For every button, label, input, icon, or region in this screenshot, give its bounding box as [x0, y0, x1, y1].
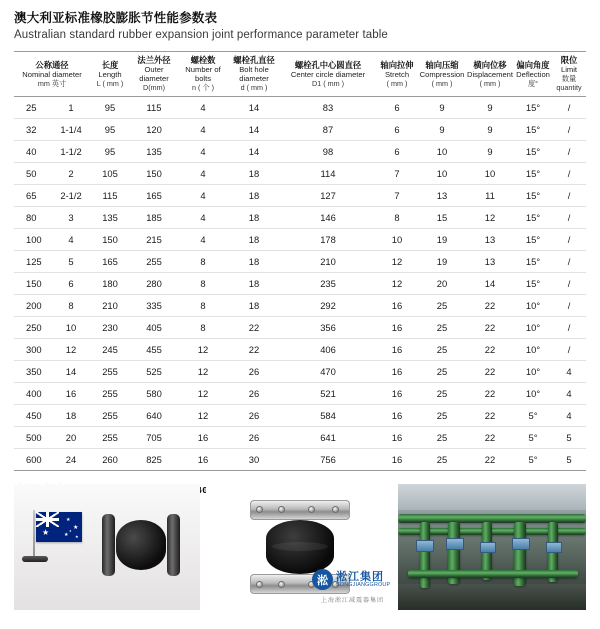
table-cell: 15°	[514, 119, 552, 141]
table-cell: 640	[130, 405, 178, 427]
table-cell: 4	[552, 405, 586, 427]
table-cell: /	[552, 317, 586, 339]
table-cell: 255	[90, 427, 130, 449]
col-header-compression: 轴向压缩 Compression ( mm )	[418, 52, 466, 97]
table-cell: 120	[130, 119, 178, 141]
table-cell: 9	[466, 141, 514, 163]
table-cell: 146	[280, 207, 376, 229]
table-cell: 115	[90, 185, 130, 207]
table-cell: 825	[130, 449, 178, 471]
table-cell: 9	[466, 119, 514, 141]
table-cell: 25	[418, 339, 466, 361]
table-cell: 150	[90, 229, 130, 251]
table-header-row	[14, 52, 586, 97]
table-cell: 50	[14, 163, 52, 185]
table-row	[14, 383, 586, 405]
table-cell: 356	[280, 317, 376, 339]
logo-mark: 淞	[312, 569, 333, 590]
table-cell: 12	[178, 339, 228, 361]
table-cell: 5°	[514, 449, 552, 471]
table-cell: 705	[130, 427, 178, 449]
table-row	[14, 185, 586, 207]
table-cell: 8	[52, 295, 90, 317]
table-cell: 10°	[514, 339, 552, 361]
table-cell: 95	[90, 119, 130, 141]
table-row	[14, 339, 586, 361]
table-cell: 127	[280, 185, 376, 207]
table-cell: 450	[14, 405, 52, 427]
table-cell: 25	[418, 427, 466, 449]
photo-strip	[14, 484, 586, 610]
table-cell: 12	[376, 273, 418, 295]
table-cell: 15°	[514, 185, 552, 207]
table-cell: /	[552, 163, 586, 185]
table-cell: 335	[130, 295, 178, 317]
logo-name-en: SONGJIANGGROUP	[336, 582, 391, 588]
table-cell: 22	[466, 449, 514, 471]
table-cell: 12	[178, 405, 228, 427]
australian-flag-icon: ★ ★ ★ ★ ★ ★	[36, 512, 82, 542]
table-cell: 756	[280, 449, 376, 471]
table-cell: 13	[466, 251, 514, 273]
table-cell: 24	[52, 449, 90, 471]
table-cell: 25	[14, 97, 52, 119]
table-cell: 32	[14, 119, 52, 141]
page-title-cn: 澳大利亚标准橡胶膨胀节性能参数表	[14, 11, 218, 25]
table-cell: 8	[376, 207, 418, 229]
col-header-bolt-hole-diameter: 螺栓孔直径 Bolt hole diameter d ( mm )	[228, 52, 280, 97]
table-cell: 4	[178, 163, 228, 185]
table-cell: 500	[14, 427, 52, 449]
table-cell: 18	[52, 405, 90, 427]
table-cell: 15°	[514, 141, 552, 163]
table-cell: 178	[280, 229, 376, 251]
col-header-length: 长度 Length L ( mm )	[90, 52, 130, 97]
table-cell: 521	[280, 383, 376, 405]
table-cell: 26	[228, 361, 280, 383]
table-cell: 25	[418, 449, 466, 471]
col-header-center-circle-diameter: 螺栓孔中心圆直径 Center circle diameter D1 ( mm )	[280, 52, 376, 97]
table-row	[14, 273, 586, 295]
table-cell: 7	[376, 163, 418, 185]
table-cell: 10	[376, 229, 418, 251]
table-cell: 6	[376, 119, 418, 141]
table-cell: 10°	[514, 317, 552, 339]
table-cell: 4	[552, 361, 586, 383]
table-cell: 22	[466, 339, 514, 361]
table-cell: 580	[130, 383, 178, 405]
table-cell: /	[552, 339, 586, 361]
logo-subtitle: 上海淞江减震器集团	[320, 598, 384, 604]
table-cell: 115	[130, 97, 178, 119]
page-title	[14, 10, 586, 43]
table-cell: 87	[280, 119, 376, 141]
table-cell: 15°	[514, 207, 552, 229]
table-cell: 18	[228, 207, 280, 229]
flagpole	[33, 510, 35, 558]
table-cell: /	[552, 97, 586, 119]
table-cell: 11	[466, 185, 514, 207]
ceiling	[398, 484, 586, 510]
table-cell: 22	[228, 317, 280, 339]
table-cell: 22	[466, 295, 514, 317]
table-cell: 18	[228, 229, 280, 251]
table-cell: 15°	[514, 229, 552, 251]
table-cell: 455	[130, 339, 178, 361]
table-cell: 16	[178, 427, 228, 449]
table-cell: 255	[90, 383, 130, 405]
table-cell: 185	[130, 207, 178, 229]
table-cell: 1	[52, 97, 90, 119]
table-row	[14, 405, 586, 427]
table-cell: /	[552, 141, 586, 163]
table-cell: 16	[376, 405, 418, 427]
table-cell: 10°	[514, 361, 552, 383]
table-cell: 1-1/2	[52, 141, 90, 163]
table-cell: 250	[14, 317, 52, 339]
table-cell: 25	[418, 361, 466, 383]
table-cell: 4	[552, 383, 586, 405]
table-cell: 235	[280, 273, 376, 295]
table-row	[14, 449, 586, 471]
logo-name-cn: 淞江集团	[336, 571, 384, 583]
table-cell: /	[552, 207, 586, 229]
spec-table-head	[14, 52, 586, 97]
table-cell: 22	[466, 427, 514, 449]
table-cell: 8	[178, 295, 228, 317]
table-cell: 350	[14, 361, 52, 383]
table-cell: 16	[178, 449, 228, 471]
flag-base	[22, 556, 48, 562]
table-cell: 20	[418, 273, 466, 295]
photo-flag-and-joint	[14, 484, 200, 610]
table-cell: 14	[228, 97, 280, 119]
table-row	[14, 229, 586, 251]
table-cell: 2-1/2	[52, 185, 90, 207]
col-header-nominal-diameter: 公称通径 Nominal diameter mm 英寸	[14, 52, 90, 97]
table-cell: 215	[130, 229, 178, 251]
table-cell: 14	[228, 141, 280, 163]
table-cell: 4	[52, 229, 90, 251]
table-cell: 12	[52, 339, 90, 361]
table-cell: 4	[178, 207, 228, 229]
table-cell: 26	[228, 383, 280, 405]
table-cell: 15°	[514, 163, 552, 185]
table-cell: 255	[90, 361, 130, 383]
table-cell: 25	[418, 317, 466, 339]
table-cell: 30	[228, 449, 280, 471]
table-cell: 12	[466, 207, 514, 229]
table-cell: 300	[14, 339, 52, 361]
table-cell: 4	[178, 97, 228, 119]
table-cell: 25	[418, 383, 466, 405]
company-logo	[312, 568, 391, 592]
table-cell: 255	[130, 251, 178, 273]
table-cell: 22	[466, 405, 514, 427]
table-cell: 245	[90, 339, 130, 361]
table-cell: 114	[280, 163, 376, 185]
table-cell: 9	[418, 97, 466, 119]
table-cell: 125	[14, 251, 52, 273]
table-cell: 18	[228, 273, 280, 295]
table-row	[14, 427, 586, 449]
table-cell: 16	[376, 339, 418, 361]
table-cell: 525	[130, 361, 178, 383]
table-cell: 10	[418, 141, 466, 163]
table-cell: /	[552, 185, 586, 207]
table-cell: /	[552, 229, 586, 251]
table-cell: 280	[130, 273, 178, 295]
table-cell: 14	[52, 361, 90, 383]
table-cell: 22	[466, 317, 514, 339]
table-cell: 98	[280, 141, 376, 163]
table-cell: 22	[466, 383, 514, 405]
table-cell: /	[552, 251, 586, 273]
table-cell: 16	[376, 427, 418, 449]
table-cell: 260	[90, 449, 130, 471]
table-cell: 4	[178, 119, 228, 141]
table-cell: 8	[178, 317, 228, 339]
table-cell: 13	[466, 229, 514, 251]
table-cell: 8	[178, 273, 228, 295]
table-cell: 210	[90, 295, 130, 317]
table-cell: 95	[90, 141, 130, 163]
table-cell: 13	[418, 185, 466, 207]
table-cell: 65	[14, 185, 52, 207]
table-cell: 6	[376, 97, 418, 119]
table-cell: 40	[14, 141, 52, 163]
table-cell: 150	[14, 273, 52, 295]
table-cell: 100	[14, 229, 52, 251]
table-row	[14, 207, 586, 229]
table-cell: 3	[52, 207, 90, 229]
table-cell: 16	[52, 383, 90, 405]
table-cell: 15°	[514, 273, 552, 295]
table-cell: 135	[130, 141, 178, 163]
table-cell: 1-1/4	[52, 119, 90, 141]
table-cell: 400	[14, 383, 52, 405]
table-cell: 12	[178, 361, 228, 383]
table-cell: 20	[52, 427, 90, 449]
table-cell: 15	[418, 207, 466, 229]
table-cell: 5°	[514, 427, 552, 449]
table-cell: 180	[90, 273, 130, 295]
col-header-stretch: 轴向拉伸 Stretch ( mm )	[376, 52, 418, 97]
table-cell: 5	[52, 251, 90, 273]
table-cell: 255	[90, 405, 130, 427]
table-cell: 135	[90, 207, 130, 229]
spec-table	[14, 51, 586, 471]
table-cell: 14	[228, 119, 280, 141]
table-cell: 5	[552, 449, 586, 471]
table-cell: 8	[178, 251, 228, 273]
table-cell: 200	[14, 295, 52, 317]
table-cell: 470	[280, 361, 376, 383]
table-cell: 405	[130, 317, 178, 339]
table-cell: 15°	[514, 251, 552, 273]
table-row	[14, 361, 586, 383]
table-cell: 584	[280, 405, 376, 427]
col-header-limit-quantity: 限位 Limit 数量 quantity	[552, 52, 586, 97]
table-cell: 600	[14, 449, 52, 471]
col-header-outer-diameter: 法兰外径 Outer diameter D(mm)	[130, 52, 178, 97]
table-cell: 26	[228, 405, 280, 427]
table-cell: 12	[376, 251, 418, 273]
table-cell: 105	[90, 163, 130, 185]
table-cell: 10	[466, 163, 514, 185]
table-cell: 4	[178, 185, 228, 207]
table-cell: 150	[130, 163, 178, 185]
table-cell: 6	[376, 141, 418, 163]
table-row	[14, 97, 586, 119]
table-cell: 22	[466, 361, 514, 383]
table-cell: 10°	[514, 383, 552, 405]
table-row	[14, 317, 586, 339]
table-cell: 18	[228, 163, 280, 185]
table-cell: 10	[418, 163, 466, 185]
table-cell: 210	[280, 251, 376, 273]
table-cell: 18	[228, 295, 280, 317]
table-cell: /	[552, 273, 586, 295]
spec-table-body	[14, 97, 586, 471]
table-cell: 22	[228, 339, 280, 361]
col-header-displacement: 横向位移 Displacement ( mm )	[466, 52, 514, 97]
table-cell: 230	[90, 317, 130, 339]
table-cell: 18	[228, 185, 280, 207]
table-cell: 16	[376, 383, 418, 405]
table-cell: 15°	[514, 97, 552, 119]
photo-plant-room-pipes	[398, 484, 586, 610]
table-cell: 5	[552, 427, 586, 449]
table-row	[14, 295, 586, 317]
black-rubber-joint	[100, 514, 182, 576]
table-cell: 16	[376, 449, 418, 471]
table-cell: 25	[418, 295, 466, 317]
table-cell: 14	[466, 273, 514, 295]
table-cell: 165	[130, 185, 178, 207]
table-cell: 16	[376, 317, 418, 339]
table-cell: 95	[90, 97, 130, 119]
table-row	[14, 163, 586, 185]
col-header-number-of-bolts: 螺栓数 Number of bolts n ( 个 )	[178, 52, 228, 97]
table-cell: 9	[466, 97, 514, 119]
table-cell: 165	[90, 251, 130, 273]
table-cell: 641	[280, 427, 376, 449]
table-cell: /	[552, 295, 586, 317]
table-cell: 10°	[514, 295, 552, 317]
table-cell: 18	[228, 251, 280, 273]
table-cell: /	[552, 119, 586, 141]
table-cell: 16	[376, 361, 418, 383]
table-cell: 9	[418, 119, 466, 141]
table-cell: 4	[178, 229, 228, 251]
col-header-deflection: 偏向角度 Deflection 度°	[514, 52, 552, 97]
table-row	[14, 251, 586, 273]
table-cell: 25	[418, 405, 466, 427]
table-row	[14, 119, 586, 141]
table-cell: 6	[52, 273, 90, 295]
table-cell: 19	[418, 229, 466, 251]
table-cell: 83	[280, 97, 376, 119]
table-cell: 2	[52, 163, 90, 185]
table-cell: 406	[280, 339, 376, 361]
table-cell: 16	[376, 295, 418, 317]
table-cell: 12	[178, 383, 228, 405]
table-cell: 4	[178, 141, 228, 163]
table-cell: 80	[14, 207, 52, 229]
photo-flanged-joint	[206, 484, 392, 610]
table-cell: 7	[376, 185, 418, 207]
table-cell: 10	[52, 317, 90, 339]
table-cell: 5°	[514, 405, 552, 427]
table-cell: 19	[418, 251, 466, 273]
table-row	[14, 141, 586, 163]
page-title-en: Australian standard rubber expansion joint performance parameter table	[14, 29, 388, 41]
table-cell: 26	[228, 427, 280, 449]
table-cell: 292	[280, 295, 376, 317]
